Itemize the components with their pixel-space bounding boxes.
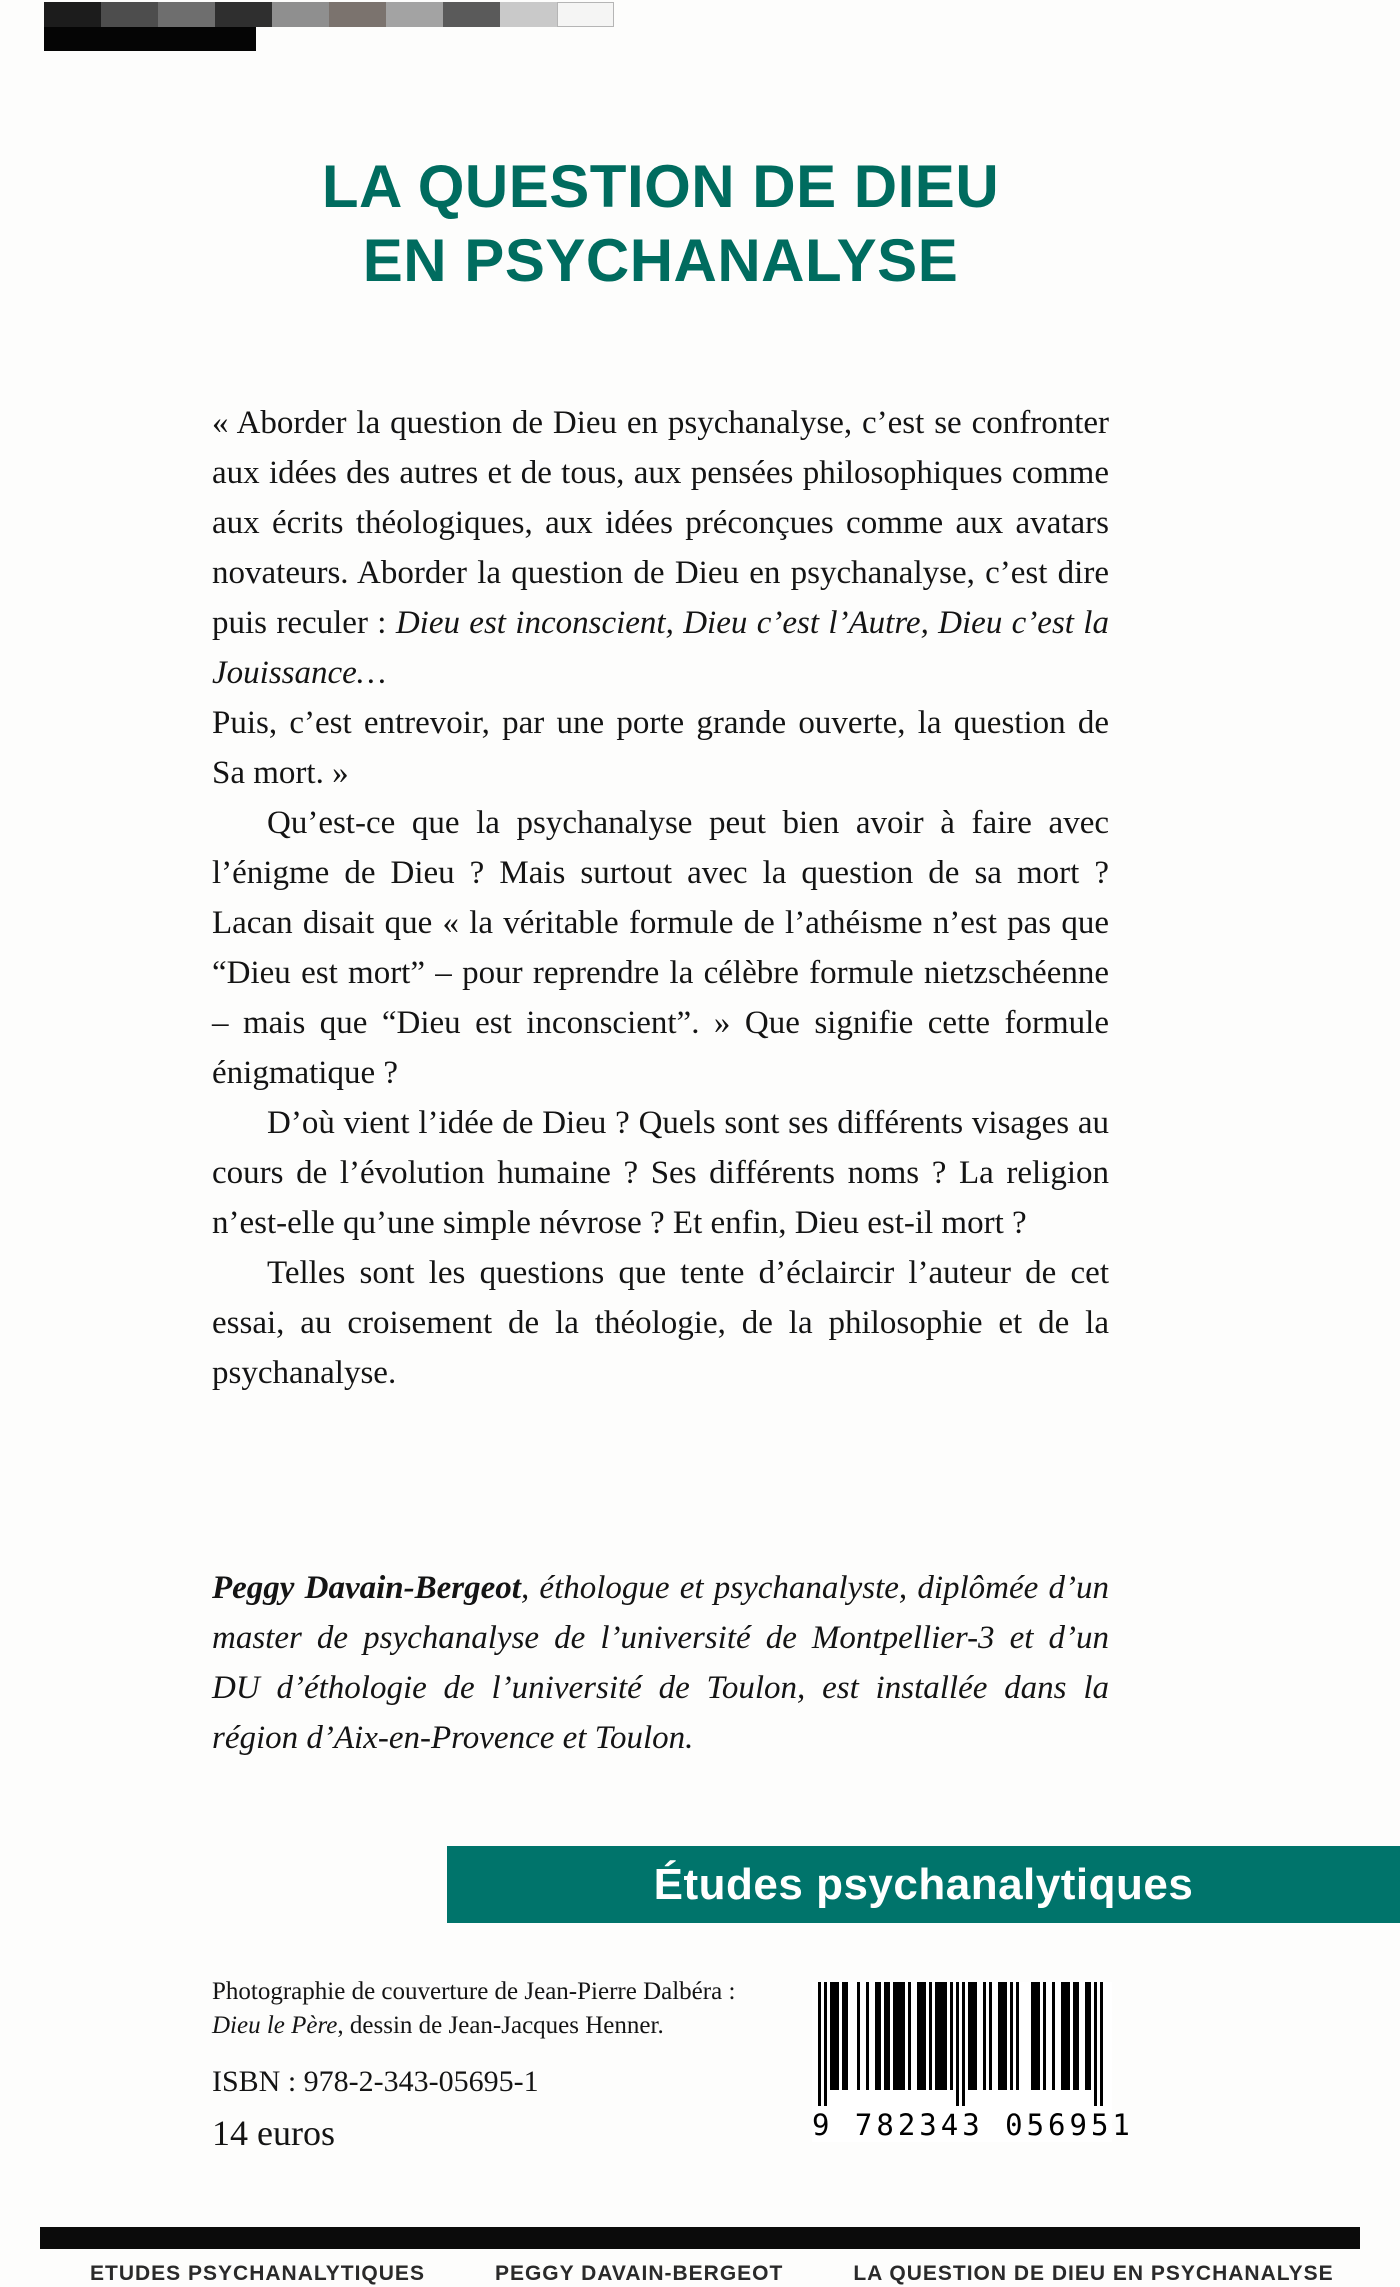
cover-credits bbox=[212, 1975, 772, 2043]
next-cover-series: ETUDES PSYCHANALYTIQUES bbox=[90, 2262, 425, 2285]
cover-credits-work-title: Dieu le Père bbox=[212, 2012, 338, 2039]
next-cover-author: PEGGY DAVAIN-BERGEOT bbox=[494, 2262, 784, 2285]
author-bio-text: , éthologue et psychanalyste, diplômée d’un master de psychanalyse de l’université de Montpellier-3 et d’un DU d’éthologie de l’université de Toulon, est installée dans la région d’Aix-en-Provence et Toulon. bbox=[212, 1570, 1109, 1756]
blurb-p1-regular: « Aborder la question de Dieu en psychanalyse, c’est se confronter aux idées des autres et de tous, aux pensées philosophiques comme aux écrits théologiques, aux idées préconçues comme aux avatars novateurs. Aborder la question de Dieu en psychanalyse, c’est dire puis reculer : bbox=[212, 405, 1109, 641]
collection-banner bbox=[447, 1846, 1400, 1923]
calibration-patch bbox=[329, 2, 386, 27]
blurb-p1-italic: Dieu est inconscient, Dieu c’est l’Autre, Dieu c’est la Jouissance… bbox=[212, 605, 1109, 691]
calibration-strip bbox=[44, 2, 614, 27]
cover-credits-line2 bbox=[212, 2009, 772, 2043]
blurb-paragraph-2: Puis, c’est entrevoir, par une porte grande ouverte, la question de Sa mort. » bbox=[212, 705, 1109, 791]
blurb-paragraph-3: Qu’est-ce que la psychanalyse peut bien avoir à faire avec l’énigme de Dieu ? Mais surtout avec la question de sa mort ? Lacan disait que « la véritable formule de l’athéisme n’est pas que “Dieu est mort” – pour reprendre la célèbre formule nietzschéenne – mais que “Dieu est inconscient”. » Que signifie cette formule énigmatique ? bbox=[212, 805, 1109, 1091]
barcode-digits: 9 782343 056951 bbox=[812, 2108, 1134, 2142]
calibration-patch bbox=[386, 2, 443, 27]
calibration-patch bbox=[557, 2, 614, 27]
calibration-patch bbox=[443, 2, 500, 27]
isbn-text: ISBN : 978-2-343-05695-1 bbox=[212, 2065, 539, 2098]
blurb-paragraph-1 bbox=[212, 398, 1109, 698]
blurb-paragraph-5: Telles sont les questions que tente d’éclaircir l’auteur de cet essai, au croisement de la théologie, de la philosophie et de la psychanalyse. bbox=[212, 1255, 1109, 1391]
calibration-patch bbox=[158, 2, 215, 27]
back-cover-blurb bbox=[212, 398, 1109, 1398]
author-bio bbox=[212, 1563, 1109, 1763]
calibration-patch bbox=[101, 2, 158, 27]
cover-credits-line1: Photographie de couverture de Jean-Pierre Dalbéra : bbox=[212, 1978, 736, 2005]
book-title-line2: EN PSYCHANALYSE bbox=[362, 227, 959, 294]
calibration-patch bbox=[215, 2, 272, 27]
book-title bbox=[212, 150, 1109, 298]
author-name: Peggy Davain-Bergeot bbox=[212, 1570, 521, 1606]
blurb-paragraph-4: D’où vient l’idée de Dieu ? Quels sont ses différents visages au cours de l’évolution humaine ? Ses différents noms ? La religion n’est-elle qu’une simple névrose ? Et enfin, Dieu est-il mort ? bbox=[212, 1105, 1109, 1241]
cover-credits-line2-rest: , dessin de Jean-Jacques Henner. bbox=[337, 2012, 664, 2039]
collection-banner-label: Études psychanalytiques bbox=[653, 1859, 1194, 1909]
next-cover-title: LA QUESTION DE DIEU EN PSYCHANALYSE bbox=[853, 2262, 1334, 2285]
scan-edge-black-bar bbox=[40, 2227, 1360, 2249]
barcode bbox=[812, 1982, 1134, 2142]
price-text: 14 euros bbox=[212, 2113, 335, 2153]
calibration-patch bbox=[44, 2, 101, 27]
next-cover-strip bbox=[90, 2262, 1380, 2286]
calibration-patch bbox=[500, 2, 557, 27]
barcode-bar bbox=[1100, 1982, 1103, 2106]
book-title-line1: LA QUESTION DE DIEU bbox=[321, 153, 1000, 220]
calibration-patch bbox=[272, 2, 329, 27]
calibration-black-bar bbox=[44, 27, 256, 51]
barcode-bars bbox=[812, 1982, 1112, 2106]
